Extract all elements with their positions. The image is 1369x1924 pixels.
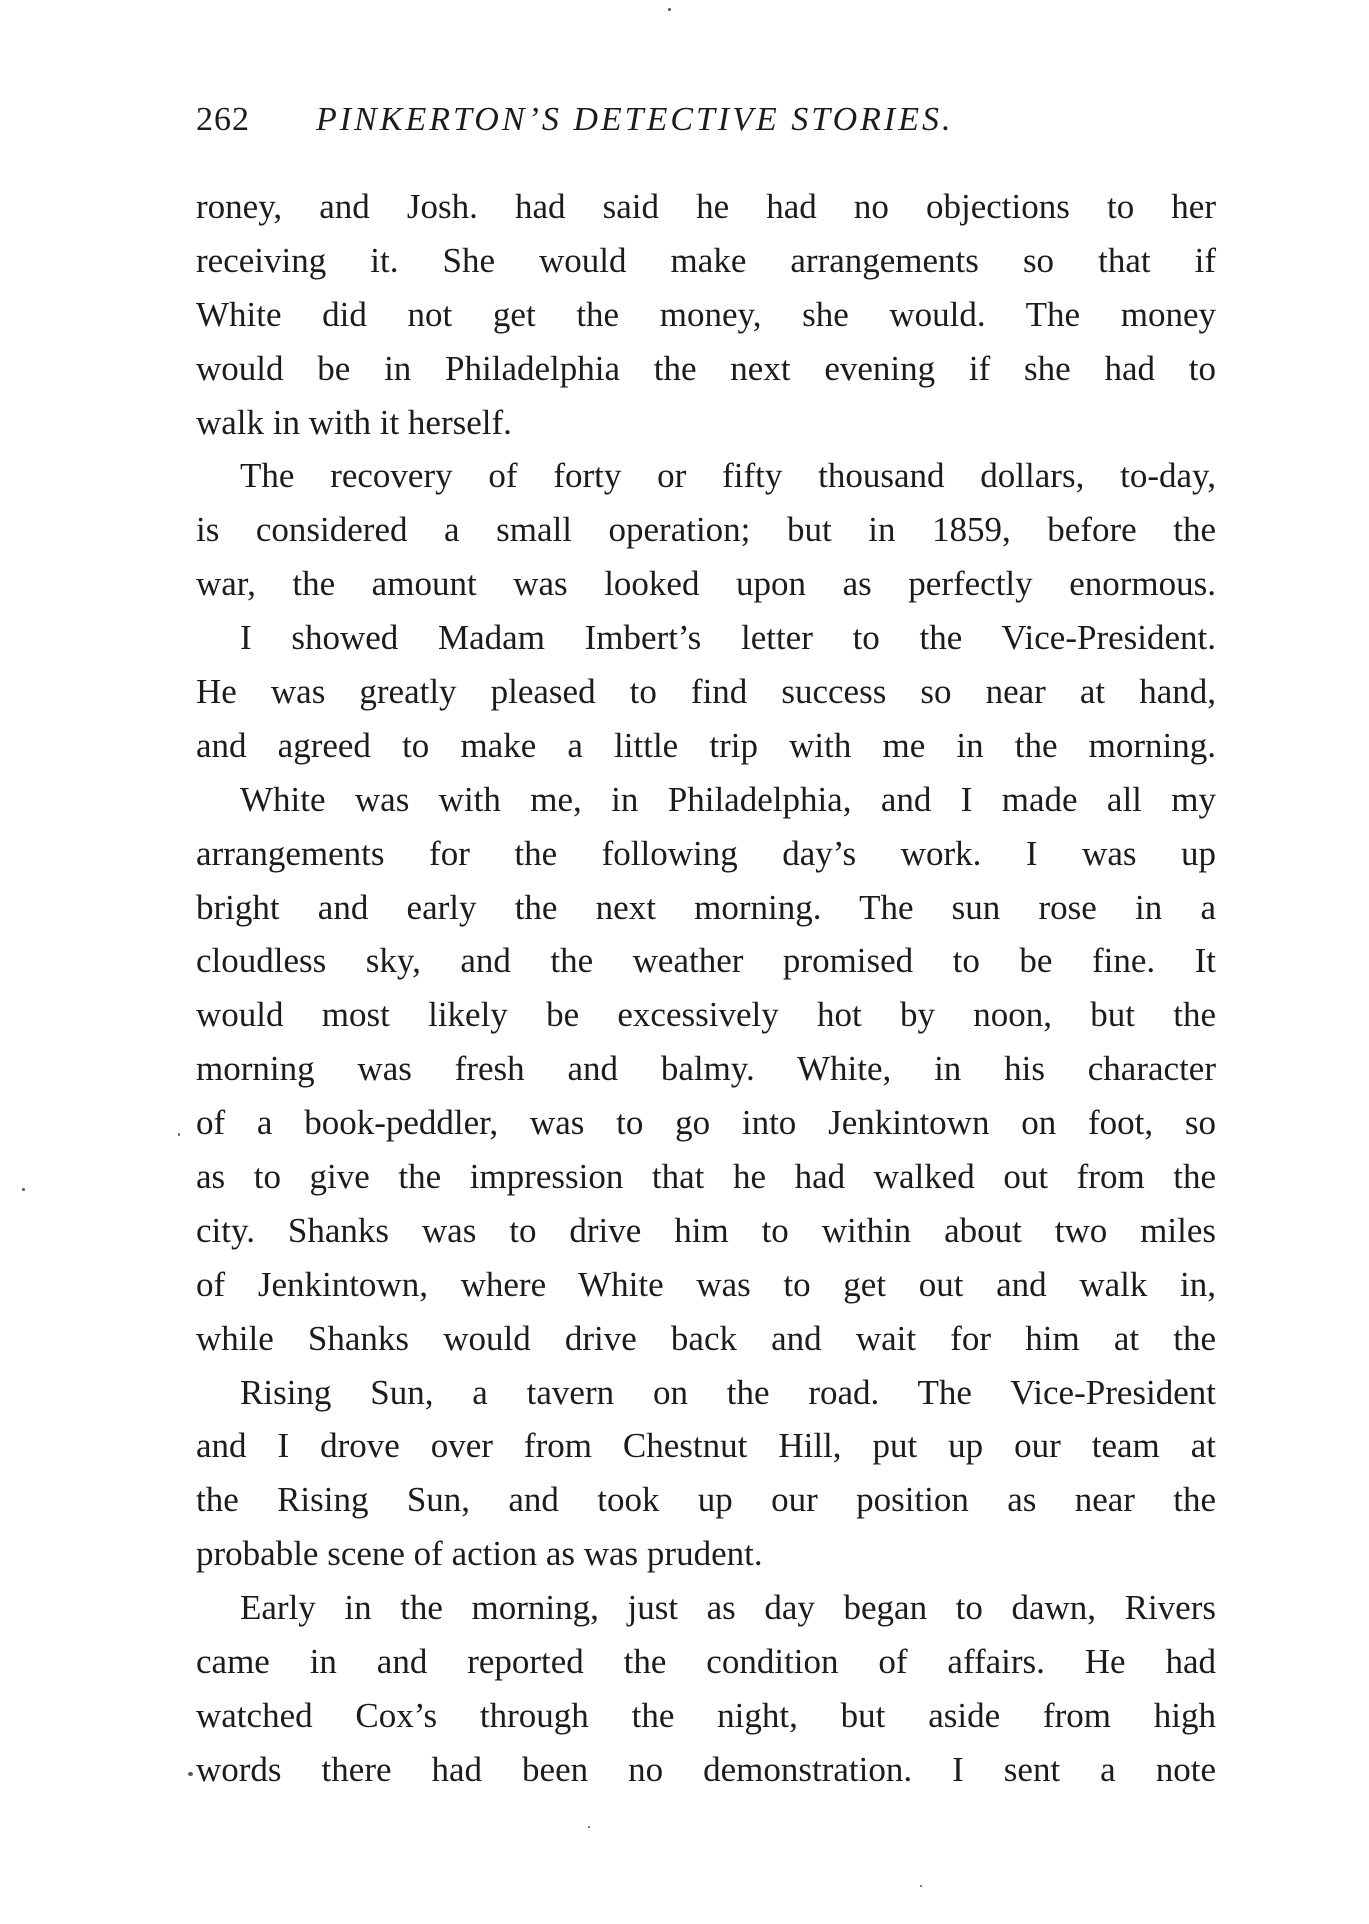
text-line: receiving it. She would make arrangements so that if (196, 240, 1216, 280)
text-line: as to give the impression that he had walked out from the (196, 1157, 1216, 1197)
text-line: words there had been no demonstration. I sent a note (196, 1749, 1216, 1789)
text-line: war, the amount was looked upon as perfectly enormous. (196, 564, 1216, 604)
paragraph (196, 449, 1216, 611)
running-title: PINKERTON’S DETECTIVE STORIES. (316, 101, 954, 138)
paragraph (196, 1581, 1216, 1797)
text-line: is considered a small operation; but in 1859, before the (196, 510, 1216, 550)
print-speck (178, 1133, 180, 1136)
text-line: came in and reported the condition of affairs. He had (196, 1642, 1216, 1682)
text-line: arrangements for the following day’s work. I was up (196, 833, 1216, 873)
text-line: He was greatly pleased to find success so near at hand, (196, 672, 1216, 712)
print-speck (188, 1772, 193, 1776)
text-line: of Jenkintown, where White was to get out and walk in, (196, 1264, 1216, 1304)
text-line: city. Shanks was to drive him to within about two miles (196, 1210, 1216, 1250)
text-line: and I drove over from Chestnut Hill, put up our team at (196, 1426, 1216, 1466)
text-line: roney, and Josh. had said he had no objections to her (196, 187, 1216, 226)
text-line: would most likely be excessively hot by noon, but the (196, 995, 1216, 1035)
text-line: White was with me, in Philadelphia, and I made all my (240, 779, 1216, 819)
text-line: White did not get the money, she would. The money (196, 294, 1216, 334)
text-line: the Rising Sun, and took up our position as near the (196, 1480, 1216, 1520)
text-line: while Shanks would drive back and wait for him at the (196, 1318, 1216, 1358)
paragraph (196, 180, 1216, 449)
text-line: and agreed to make a little trip with me in the morning. (196, 725, 1216, 765)
print-speck (920, 1885, 922, 1887)
text-line: watched Cox’s through the night, but aside from high (196, 1695, 1216, 1735)
page-number: 262 (196, 101, 250, 138)
text-line: I showed Madam Imbert’s letter to the Vice-President. (240, 618, 1216, 658)
text-line: of a book-peddler, was to go into Jenkintown on foot, so (196, 1103, 1216, 1143)
text-line: Early in the morning, just as day began to dawn, Rivers (240, 1588, 1216, 1628)
text-line: would be in Philadelphia the next evening if she had to (196, 348, 1216, 388)
paragraph (196, 773, 1216, 1581)
running-head (196, 100, 1096, 140)
text-line: bright and early the next morning. The sun rose in a (196, 887, 1216, 927)
text-line: Rising Sun, a tavern on the road. The Vice-President (240, 1372, 1216, 1412)
print-speck (22, 1188, 25, 1191)
paragraph (196, 611, 1216, 773)
body-text (196, 180, 1216, 1797)
text-line: walk in with it herself. (196, 402, 512, 442)
print-speck (668, 8, 671, 11)
text-line: morning was fresh and balmy. White, in his character (196, 1049, 1216, 1089)
text-line: The recovery of forty or fifty thousand dollars, to-day, (240, 456, 1216, 496)
print-speck (588, 1826, 590, 1828)
text-line: cloudless sky, and the weather promised to be fine. It (196, 941, 1216, 981)
text-line: probable scene of action as was prudent. (196, 1534, 763, 1574)
